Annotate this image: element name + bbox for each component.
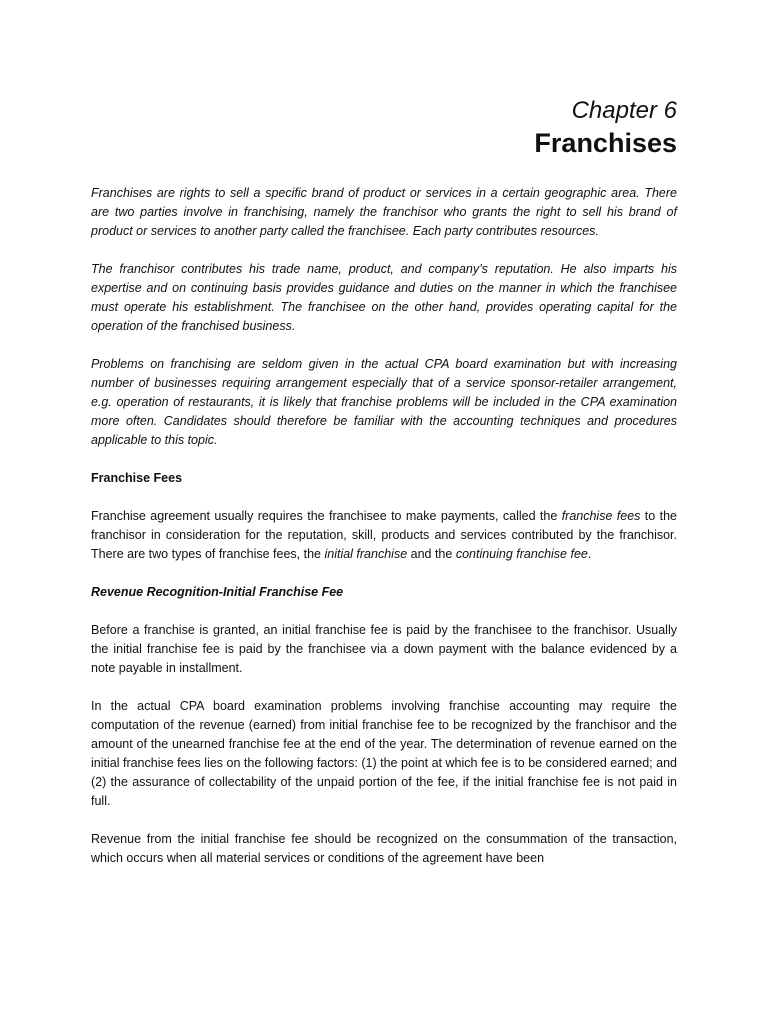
term-franchise-fees: franchise fees bbox=[561, 509, 641, 523]
revenue-paragraph-consummation: Revenue from the initial franchise fee should be recognized on the consummation of the transaction, which occurs when all material services or conditions of the agreement have been bbox=[91, 832, 677, 865]
text-segment: Franchise agreement usually requires the franchisee to make payments, called the bbox=[91, 509, 562, 523]
franchise-fees-paragraph bbox=[91, 507, 677, 564]
intro-paragraph-definition: Franchises are rights to sell a specific brand of product or services in a certain geographic area. There are two parties involve in franchising, namely the franchisor who grants the right to sell his brand of product or services to another party called the franchisee. Each party contributes resources. bbox=[91, 186, 677, 238]
section-heading-revenue-recognition: Revenue Recognition-Initial Franchise Fee bbox=[91, 585, 344, 599]
chapter-title: Franchises bbox=[534, 128, 677, 158]
text-segment: . bbox=[587, 547, 592, 561]
page-content bbox=[91, 96, 677, 887]
revenue-paragraph-initial-fee: Before a franchise is granted, an initial franchise fee is paid by the franchisee to the franchisor. Usually the initial franchise fee is paid by the franchisee via a down payment with the balance evidenced by a note payable in installment. bbox=[91, 623, 677, 675]
section-heading-franchise-fees: Franchise Fees bbox=[91, 471, 183, 485]
intro-paragraph-franchisor: The franchisor contributes his trade name, product, and company’s reputation. He also imparts his expertise and on continuing basis provides guidance and duties on the manner in which the franchisee must operate his establishment. The franchisee on the other hand, provides operating capital for the operation of the franchised business. bbox=[91, 262, 677, 333]
intro-paragraph-cpa-exam: Problems on franchising are seldom given in the actual CPA board examination but with increasing number of businesses requiring arrangement especially that of a service sponsor-retailer arrangement, e.g. operation of restaurants, it is likely that franchise problems will be included in the CPA examination more often. Candidates should therefore be familiar with the accounting techniques and procedures applicable to this topic. bbox=[91, 357, 677, 447]
revenue-paragraph-cpa-exam: In the actual CPA board examination problems involving franchise accounting may require the computation of the revenue (earned) from initial franchise fee to be recognized by the franchisor and the amount of the unearned franchise fee at the end of the year. The determination of revenue earned on the initial franchise fees lies on the following factors: (1) the point at which fee is to be considered earned; and (2) the assurance of collectability of the unpaid portion of the fee, if the initial franchise fee is not paid in full. bbox=[91, 699, 677, 808]
chapter-label: Chapter 6 bbox=[571, 97, 677, 124]
term-continuing-franchise-fee: continuing franchise fee bbox=[455, 547, 588, 561]
text-segment: and the bbox=[407, 547, 456, 561]
text-segment: to the franchisor in consideration for the reputation, skill, products and services contributed by the franchisor. There are two types of franchise fees, the bbox=[91, 509, 677, 561]
term-initial-franchise: initial franchise bbox=[324, 547, 408, 561]
